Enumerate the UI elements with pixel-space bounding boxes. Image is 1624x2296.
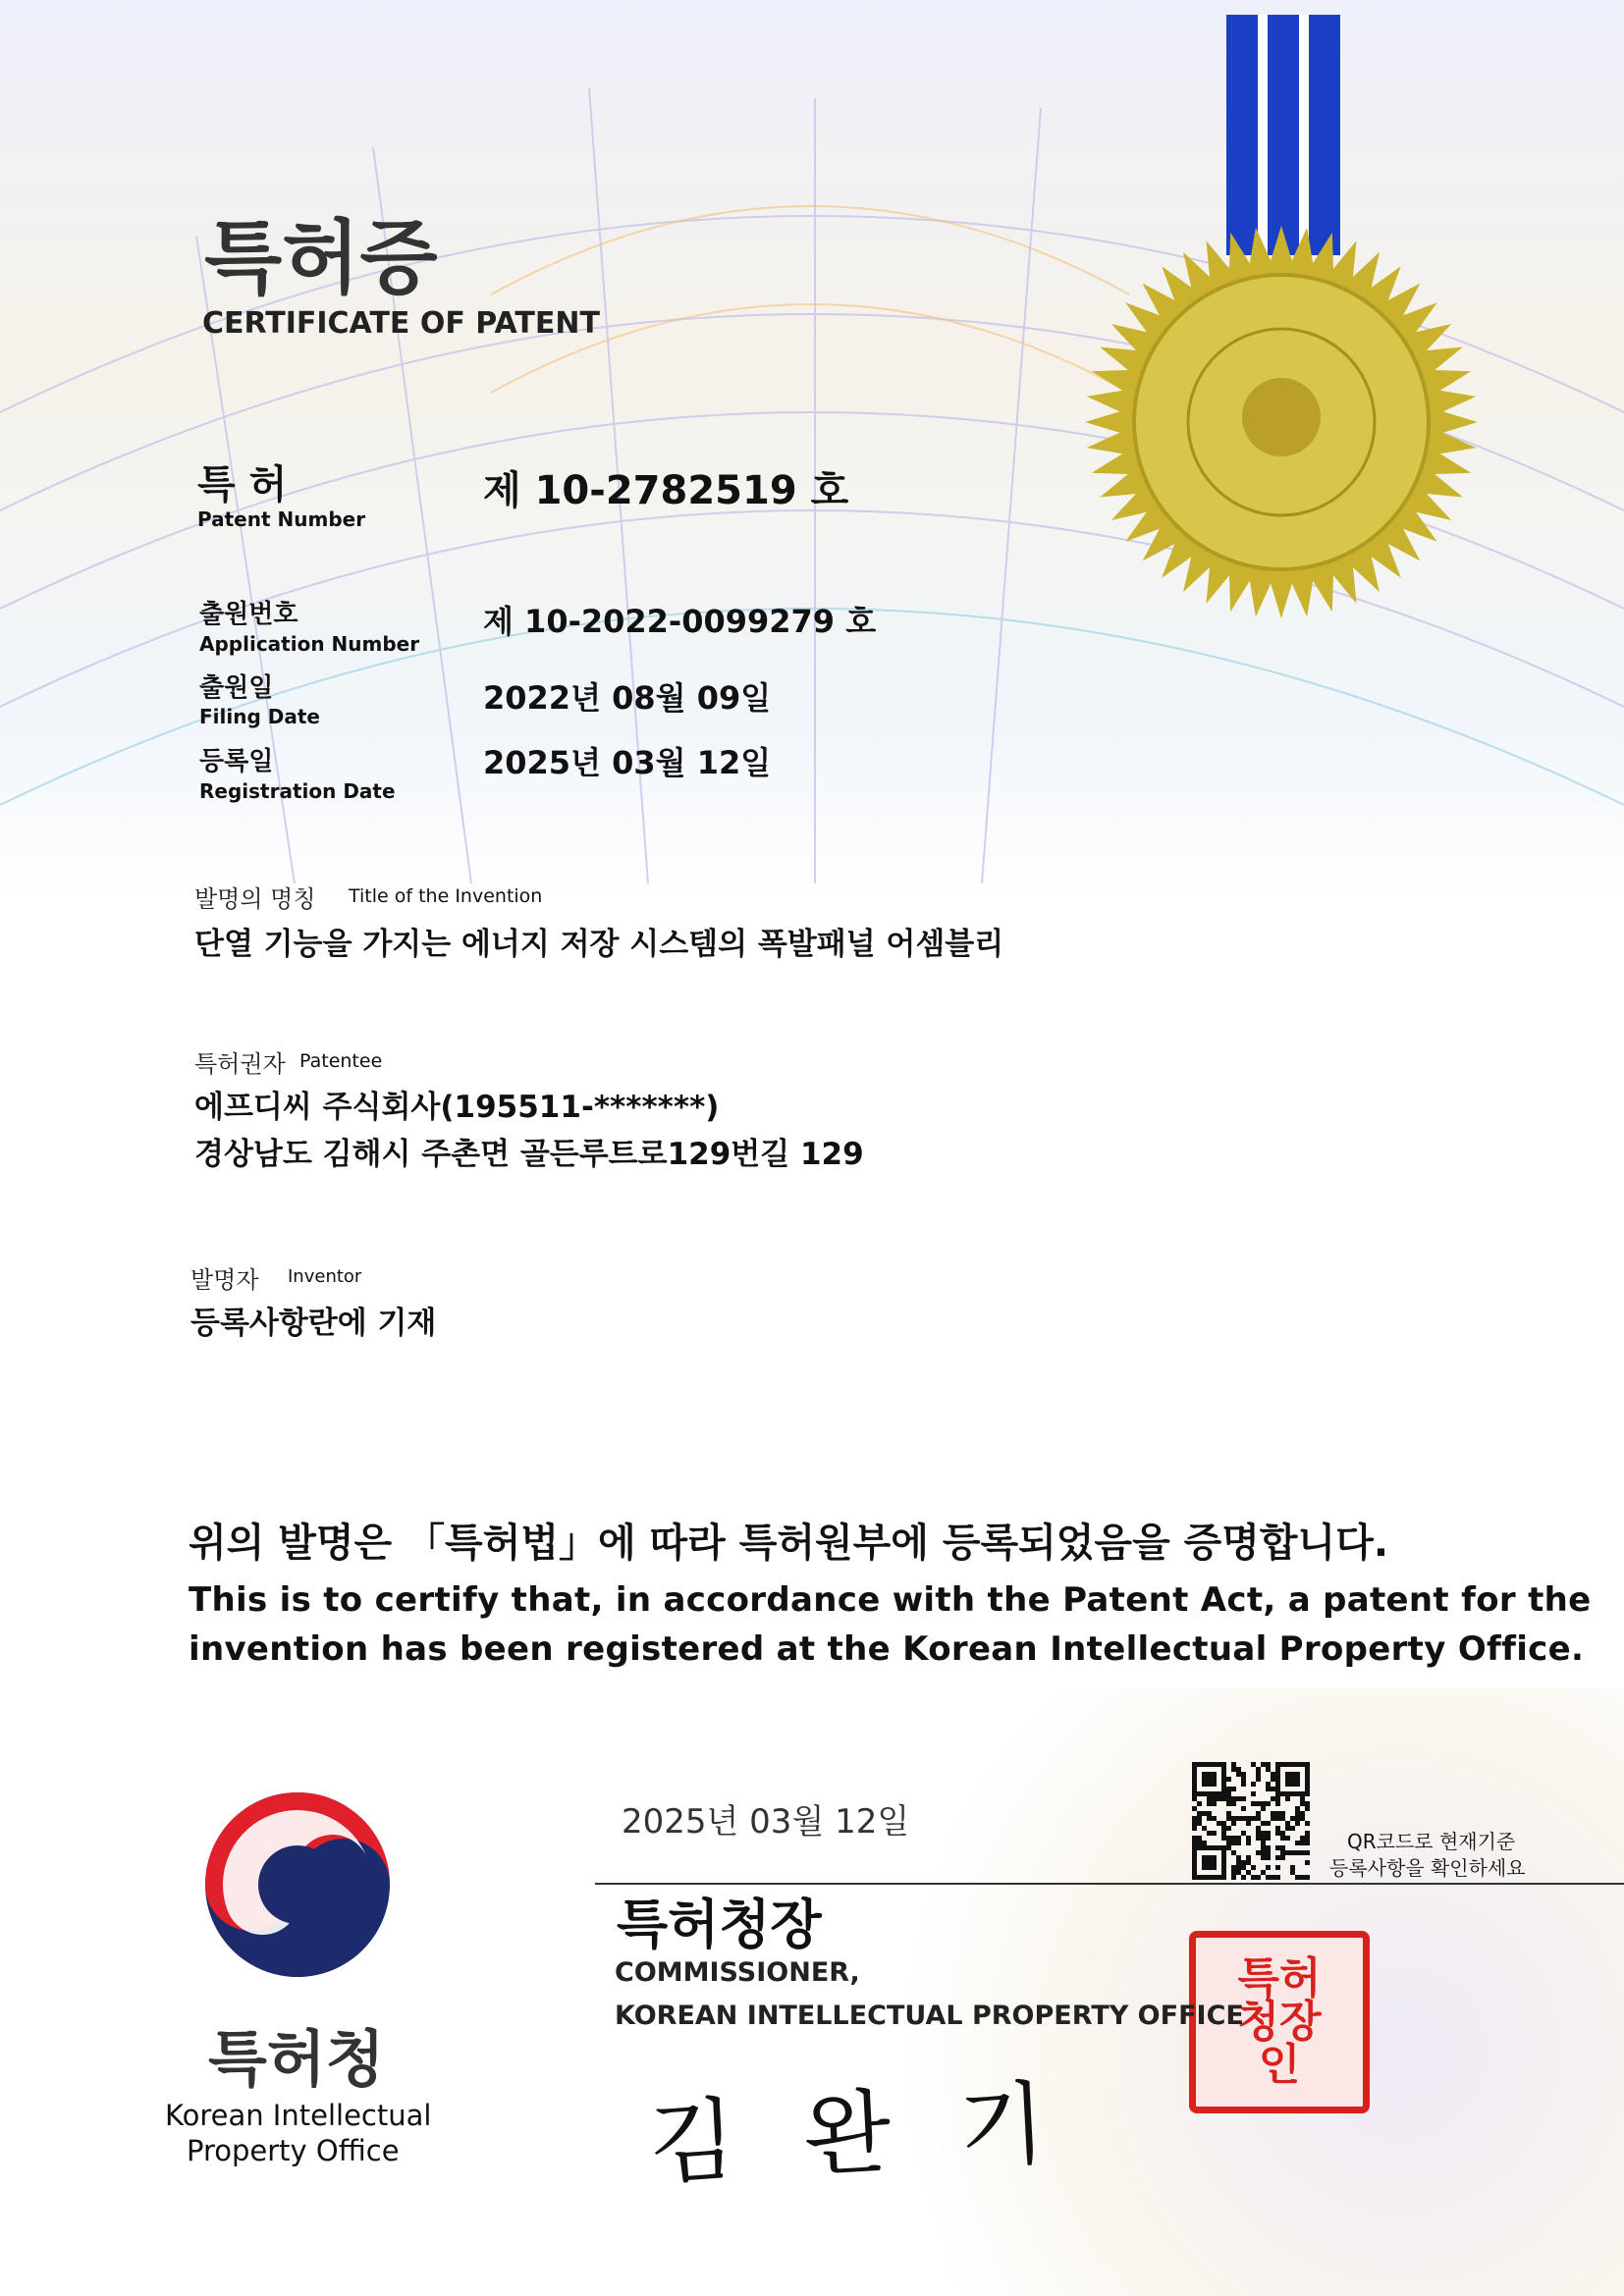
title-en: CERTIFICATE OF PATENT xyxy=(202,306,600,341)
qr-note-line2: 등록사항을 확인하세요 xyxy=(1329,1856,1526,1880)
patentee-label-ko: 특허권자 xyxy=(194,1050,286,1078)
gold-seal xyxy=(1080,221,1483,623)
patent-number-label-en: Patent Number xyxy=(197,507,366,531)
kipo-logo-icon xyxy=(201,1789,394,1981)
statement-en-line1: This is to certify that, in accordance with the Patent Act, a patent for the xyxy=(189,1580,1592,1620)
invention-label-ko: 발명의 명칭 xyxy=(194,885,316,913)
signature: 김 완 기 xyxy=(645,2069,1069,2198)
filing-date-value: 2022년 08월 09일 xyxy=(483,679,772,717)
filing-date-label-ko: 출원일 xyxy=(199,673,274,703)
issue-date: 2025년 03월 12일 xyxy=(622,1802,910,1842)
patentee-label-en: Patentee xyxy=(299,1050,383,1072)
qr-note-line1: QR코드로 현재기준 xyxy=(1347,1830,1516,1853)
commissioner-en-2: KOREAN INTELLECTUAL PROPERTY OFFICE xyxy=(615,2001,1244,2031)
registration-date-label-en: Registration Date xyxy=(199,779,396,803)
invention-label-en: Title of the Invention xyxy=(349,885,543,907)
application-number-label-en: Application Number xyxy=(199,632,420,656)
title-ko: 특허증 xyxy=(204,212,438,305)
patent-number-value: 제 10-2782519 호 xyxy=(483,468,849,513)
invention-title: 단열 기능을 가지는 에너지 저장 시스템의 폭발패널 어셈블리 xyxy=(194,927,1004,962)
filing-date-label-en: Filing Date xyxy=(199,705,320,728)
office-name-en-1: Korean Intellectual xyxy=(165,2099,432,2132)
patentee-name: 에프디씨 주식회사(195511-*******) xyxy=(194,1090,720,1125)
office-name-en-2: Property Office xyxy=(187,2134,400,2167)
application-number-value: 제 10-2022-0099279 호 xyxy=(483,603,877,640)
inventor-label-ko: 발명자 xyxy=(190,1266,259,1294)
commissioner-en-1: COMMISSIONER, xyxy=(615,1957,860,1988)
application-number-label-ko: 출원번호 xyxy=(199,600,298,629)
qr-code-icon[interactable] xyxy=(1192,1762,1310,1880)
registration-date-value: 2025년 03월 12일 xyxy=(483,744,772,781)
statement-en-line2: invention has been registered at the Korean Intellectual Property Office. xyxy=(189,1629,1585,1669)
inventor-label-en: Inventor xyxy=(288,1266,362,1287)
commissioner-ko: 특허청장 xyxy=(617,1894,822,1955)
patent-number-label-ko: 특 허 xyxy=(197,462,288,507)
office-name-ko: 특허청 xyxy=(208,2023,385,2095)
registration-date-label-ko: 등록일 xyxy=(199,747,274,776)
statement-ko: 위의 발명은 「특허법」에 따라 특허원부에 등록되었음을 증명합니다. xyxy=(189,1521,1389,1566)
ribbon xyxy=(1226,15,1341,255)
inventor-value: 등록사항란에 기재 xyxy=(190,1306,437,1341)
patentee-address: 경상남도 김해시 주촌면 골든루트로129번길 129 xyxy=(194,1137,864,1172)
seal-text: 특허청장인 xyxy=(1237,1953,1322,2090)
